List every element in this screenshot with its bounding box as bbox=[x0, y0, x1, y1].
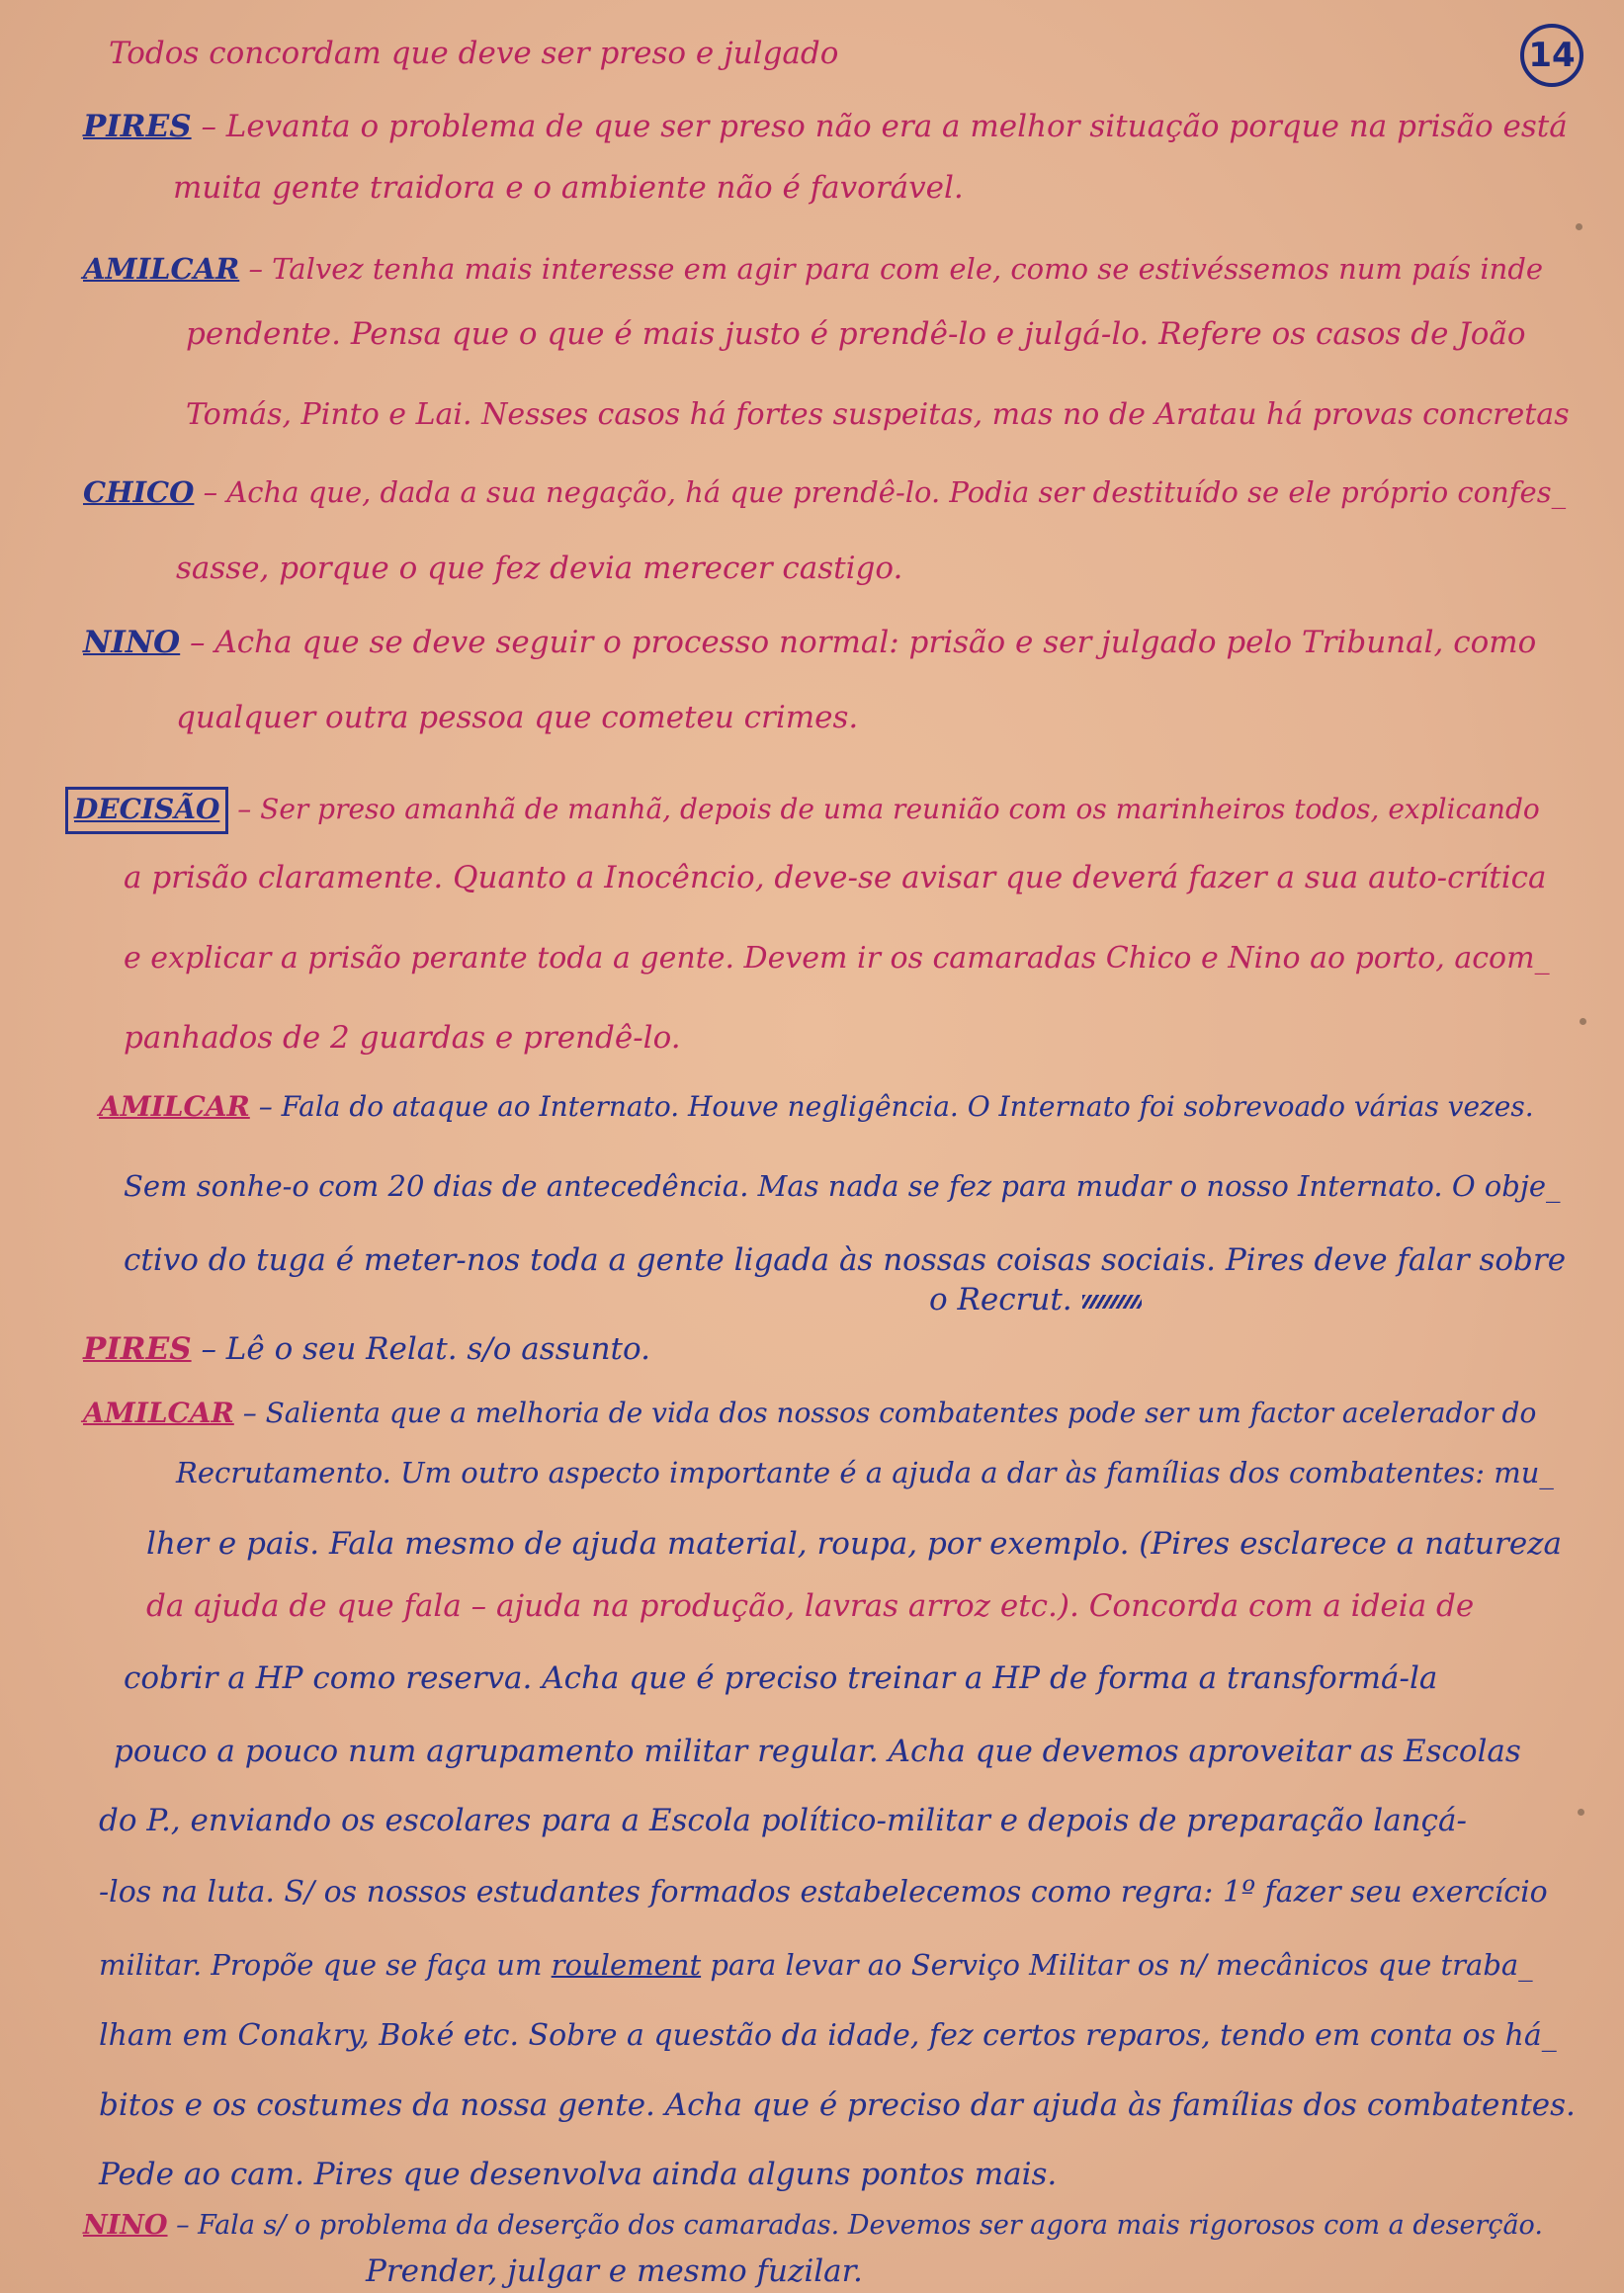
note-line: pendente. Pensa que o que é mais justo é prendê-lo e julgá-lo. Refere os casos de João bbox=[186, 316, 1526, 352]
punch-hole bbox=[1576, 223, 1582, 230]
note-line: bitos e os costumes da nossa gente. Acha que é preciso dar ajuda às famílias dos combatentes. bbox=[99, 2087, 1576, 2123]
note-line: ctivo do tuga é meter-nos toda a gente ligada às nossas coisas sociais. Pires deve falar sobre bbox=[124, 1242, 1567, 1278]
note-line: NINO – Fala s/ o problema da deserção dos camaradas. Devemos ser agora mais rigorosos com a deserção. bbox=[83, 2210, 1543, 2241]
note-line: AMILCAR – Fala do ataque ao Internato. Houve negligência. O Internato foi sobrevoado várias vezes. bbox=[99, 1090, 1534, 1123]
note-line: pouco a pouco num agrupamento militar regular. Acha que devemos aproveitar as Escolas bbox=[114, 1734, 1521, 1769]
page-number: 14 bbox=[1520, 24, 1583, 87]
note-line: o Recrut. bbox=[929, 1280, 1142, 1319]
note-line: PIRES – Levanta o problema de que ser preso não era a melhor situação porque na prisão está bbox=[83, 109, 1568, 144]
note-line: PIRES – Lê o seu Relat. s/o assunto. bbox=[83, 1331, 650, 1367]
decision-line: DECISÃO – Ser preso amanhã de manhã, depois de uma reunião com os marinheiros todos, explicando bbox=[65, 787, 1540, 834]
underlined-word: roulement bbox=[551, 1948, 702, 1982]
note-line: muita gente traidora e o ambiente não é favorável. bbox=[173, 170, 964, 206]
note-line: sasse, porque o que fez devia merecer castigo. bbox=[176, 551, 903, 586]
note-line: CHICO – Acha que, dada a sua negação, há que prendê-lo. Podia ser destituído se ele próprio confes_ bbox=[83, 475, 1567, 509]
note-line: Recrutamento. Um outro aspecto importante é a ajuda a dar às famílias dos combatentes: mu_ bbox=[176, 1456, 1554, 1489]
note-line: cobrir a HP como reserva. Acha que é preciso treinar a HP de forma a transformá-la bbox=[124, 1660, 1438, 1696]
note-line: Prender, julgar e mesmo fuzilar. bbox=[366, 2253, 863, 2289]
note-line: Todos concordam que deve ser preso e julgado bbox=[109, 36, 839, 71]
note-line: NINO – Acha que se deve seguir o processo normal: prisão e ser julgado pelo Tribunal, como bbox=[83, 625, 1537, 660]
note-line: a prisão claramente. Quanto a Inocêncio, deve-se avisar que deverá fazer a sua auto-crítica bbox=[124, 860, 1547, 895]
note-line: AMILCAR – Talvez tenha mais interesse em agir para com ele, como se estivéssemos num país inde bbox=[83, 252, 1544, 286]
scribble-strikeout bbox=[1082, 1295, 1142, 1309]
note-line: do P., enviando os escolares para a Escola político-militar e depois de preparação lançá- bbox=[99, 1803, 1467, 1838]
decision-box: DECISÃO bbox=[65, 787, 228, 834]
note-line: lham em Conakry, Boké etc. Sobre a questão da idade, fez certos reparos, tendo em conta os há_ bbox=[99, 2018, 1557, 2053]
note-line: e explicar a prisão perante toda a gente. Devem ir os camaradas Chico e Nino ao porto, acom_ bbox=[124, 941, 1550, 976]
note-line: panhados de 2 guardas e prendê-lo. bbox=[124, 1020, 681, 1056]
note-line: -los na luta. S/ os nossos estudantes formados estabelecemos como regra: 1º fazer seu exercício bbox=[99, 1875, 1548, 1910]
note-line: AMILCAR – Salienta que a melhoria de vida dos nossos combatentes pode ser um factor acelerador do bbox=[83, 1397, 1537, 1429]
note-line: qualquer outra pessoa que cometeu crimes. bbox=[176, 700, 859, 735]
note-line: lher e pais. Fala mesmo de ajuda material, roupa, por exemplo. (Pires esclarece a natureza bbox=[146, 1526, 1562, 1562]
punch-hole bbox=[1578, 1809, 1584, 1816]
note-line: Sem sonhe-o com 20 dias de antecedência. Mas nada se fez para mudar o nosso Internato. O obje_ bbox=[124, 1169, 1561, 1203]
punch-hole bbox=[1580, 1018, 1586, 1025]
note-line: militar. Propõe que se faça um roulement para levar ao Serviço Militar os n/ mecânicos que traba_ bbox=[99, 1948, 1533, 1982]
note-line: Tomás, Pinto e Lai. Nesses casos há fortes suspeitas, mas no de Aratau há provas concretas bbox=[186, 397, 1570, 432]
note-line: Pede ao cam. Pires que desenvolva ainda alguns pontos mais. bbox=[99, 2157, 1058, 2192]
note-line: da ajuda de que fala – ajuda na produção, lavras arroz etc.). Concorda com a ideia de bbox=[146, 1588, 1475, 1624]
